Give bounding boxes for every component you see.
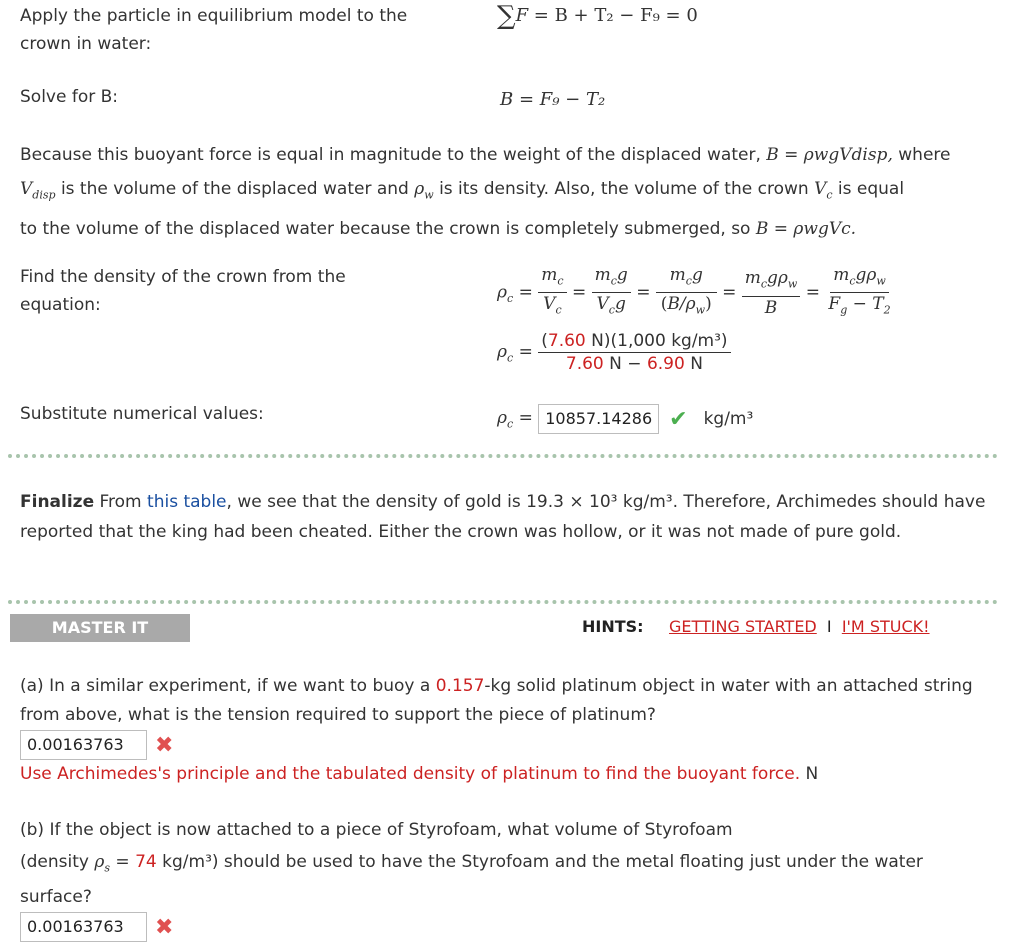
v-disp-symbol: $V_{disp}$ xyxy=(20,179,56,202)
cross-icon: ✖ xyxy=(155,732,174,758)
part-b-density-pre: (density xyxy=(20,852,89,872)
density-substitution: $\rho_c$ = $\frac{\text{(7.60 N)(1,000 kg/m³)}}{7.60 N - 6.90 N}$ xyxy=(497,330,731,375)
master-it-button[interactable]: MASTER IT xyxy=(10,614,190,642)
equilibrium-equation: ∑F = B + T₂ − F₉ = 0 xyxy=(497,1,698,31)
im-stuck-link[interactable]: I'M STUCK! xyxy=(841,617,930,636)
part-a-pre: (a) In a similar experiment, if we want to buoy a xyxy=(20,676,431,696)
styrofoam-density-value: 74 xyxy=(135,852,157,872)
denominator-tension-value: 6.90 xyxy=(646,354,685,374)
denominator-unit: N xyxy=(690,354,703,374)
v-c-symbol: $V_c$ xyxy=(814,179,833,202)
explain-line-1: Because this buoyant force is equal in magnitude to the weight of the displaced water, xyxy=(20,145,761,165)
part-b-q1: (b) If the object is now attached to a piece of Styrofoam, what volume of Styrofoam xyxy=(20,820,733,840)
explanation-paragraph xyxy=(20,138,1010,246)
getting-started-link[interactable]: GETTING STARTED xyxy=(669,617,817,636)
part-a-feedback: Use Archimedes's principle and the tabulated density of platinum to find the buoyant force. xyxy=(20,764,801,784)
master-divider xyxy=(8,600,998,604)
part-b-answer-field[interactable]: 0.00163763 xyxy=(20,912,147,942)
part-b-answer-row xyxy=(20,912,173,942)
hints-label: HINTS: xyxy=(582,617,644,636)
equilibrium-equation-text: = B + T₂ − F₉ = 0 xyxy=(533,5,698,26)
density-table-link[interactable]: this table xyxy=(147,492,227,512)
buoyant-force-equation: B = F₉ − T₂ xyxy=(500,89,606,110)
density-answer-field[interactable]: 10857.14286 xyxy=(538,404,659,434)
step-1-text: Apply the particle in equilibrium model to the crown in water: xyxy=(20,6,408,54)
part-a-unit: N xyxy=(805,764,819,784)
finalize-paragraph xyxy=(20,487,1005,547)
step-2-text: Solve for B: xyxy=(20,87,119,107)
check-icon: ✔ xyxy=(669,406,688,432)
rho-s-symbol: $\rho_s$ xyxy=(94,852,111,875)
explain-eq-1: B = ρwgVdisp, xyxy=(766,145,893,165)
numerator-units: N)(1,000 kg/m³) xyxy=(591,331,728,351)
rho-w-symbol: $\rho_w$ xyxy=(414,179,434,202)
hints-separator: I xyxy=(826,617,832,636)
rho-c-label: $\rho_c$ = xyxy=(497,407,533,431)
cross-icon: ✖ xyxy=(155,914,174,940)
explain-line-3: to the volume of the displaced water because the crown is completely submerged, so xyxy=(20,219,751,240)
section-divider xyxy=(8,454,998,458)
explain-eq-3: B = ρwgVc. xyxy=(755,219,857,240)
step-4-text: Substitute numerical values: xyxy=(20,404,264,424)
part-b-q3: surface? xyxy=(20,887,92,907)
denominator-mid: N − xyxy=(609,354,642,374)
explain-where: where xyxy=(898,145,951,165)
platinum-mass-value: 0.157 xyxy=(435,676,485,696)
part-a-feedback-row xyxy=(20,760,818,788)
explain-line-2b: is its density. Also, the volume of the crown xyxy=(439,179,809,199)
hints-bar xyxy=(582,617,930,636)
density-answer-row xyxy=(497,404,753,434)
numerator-weight-value: 7.60 xyxy=(547,331,586,351)
part-a-post: -kg solid platinum object in water with an attached string from above, what is the tension required to support the piece of platinum? xyxy=(20,676,973,725)
density-unit: kg/m³ xyxy=(703,409,754,429)
part-a-question xyxy=(20,672,1010,730)
sigma-icon: ∑ xyxy=(497,1,516,31)
denominator-weight-value: 7.60 xyxy=(565,354,604,374)
explain-line-2c: is equal xyxy=(837,179,905,199)
explain-line-2a: is the volume of the displaced water and xyxy=(60,179,409,199)
part-b-density-post: kg/m³) should be used to have the Styrofoam and the metal floating just under the water xyxy=(162,852,923,872)
finalize-text: , we see that the density of gold is 19.3 × 10³ kg/m³. Therefore, Archimedes should have reported that the king had been cheated. Either the crown was hollow, or it was not made of pure gold. xyxy=(20,492,986,542)
density-derivation: $\rho_c$ = $\frac{m_c}{V_c}$ = $\frac{m_cg}{V_cg}$ = $\frac{m_cg}{(B/\rho_w)}$ = $\frac{m_cg\rho_w}{B}$ = $\frac{m_cg\rho_w}{F_g - T_2}$ xyxy=(497,265,891,318)
part-a-answer-field[interactable]: 0.00163763 xyxy=(20,730,147,760)
finalize-pre: From xyxy=(99,492,142,512)
part-b-q2: (density $\rho_s = 74$ kg/m³) should be used to have the Styrofoam and the metal floating just under the water xyxy=(20,852,923,875)
step-3-text: Find the density of the crown from the equation: xyxy=(20,267,346,315)
finalize-label: Finalize xyxy=(20,492,95,512)
part-a-answer-row xyxy=(20,730,173,760)
